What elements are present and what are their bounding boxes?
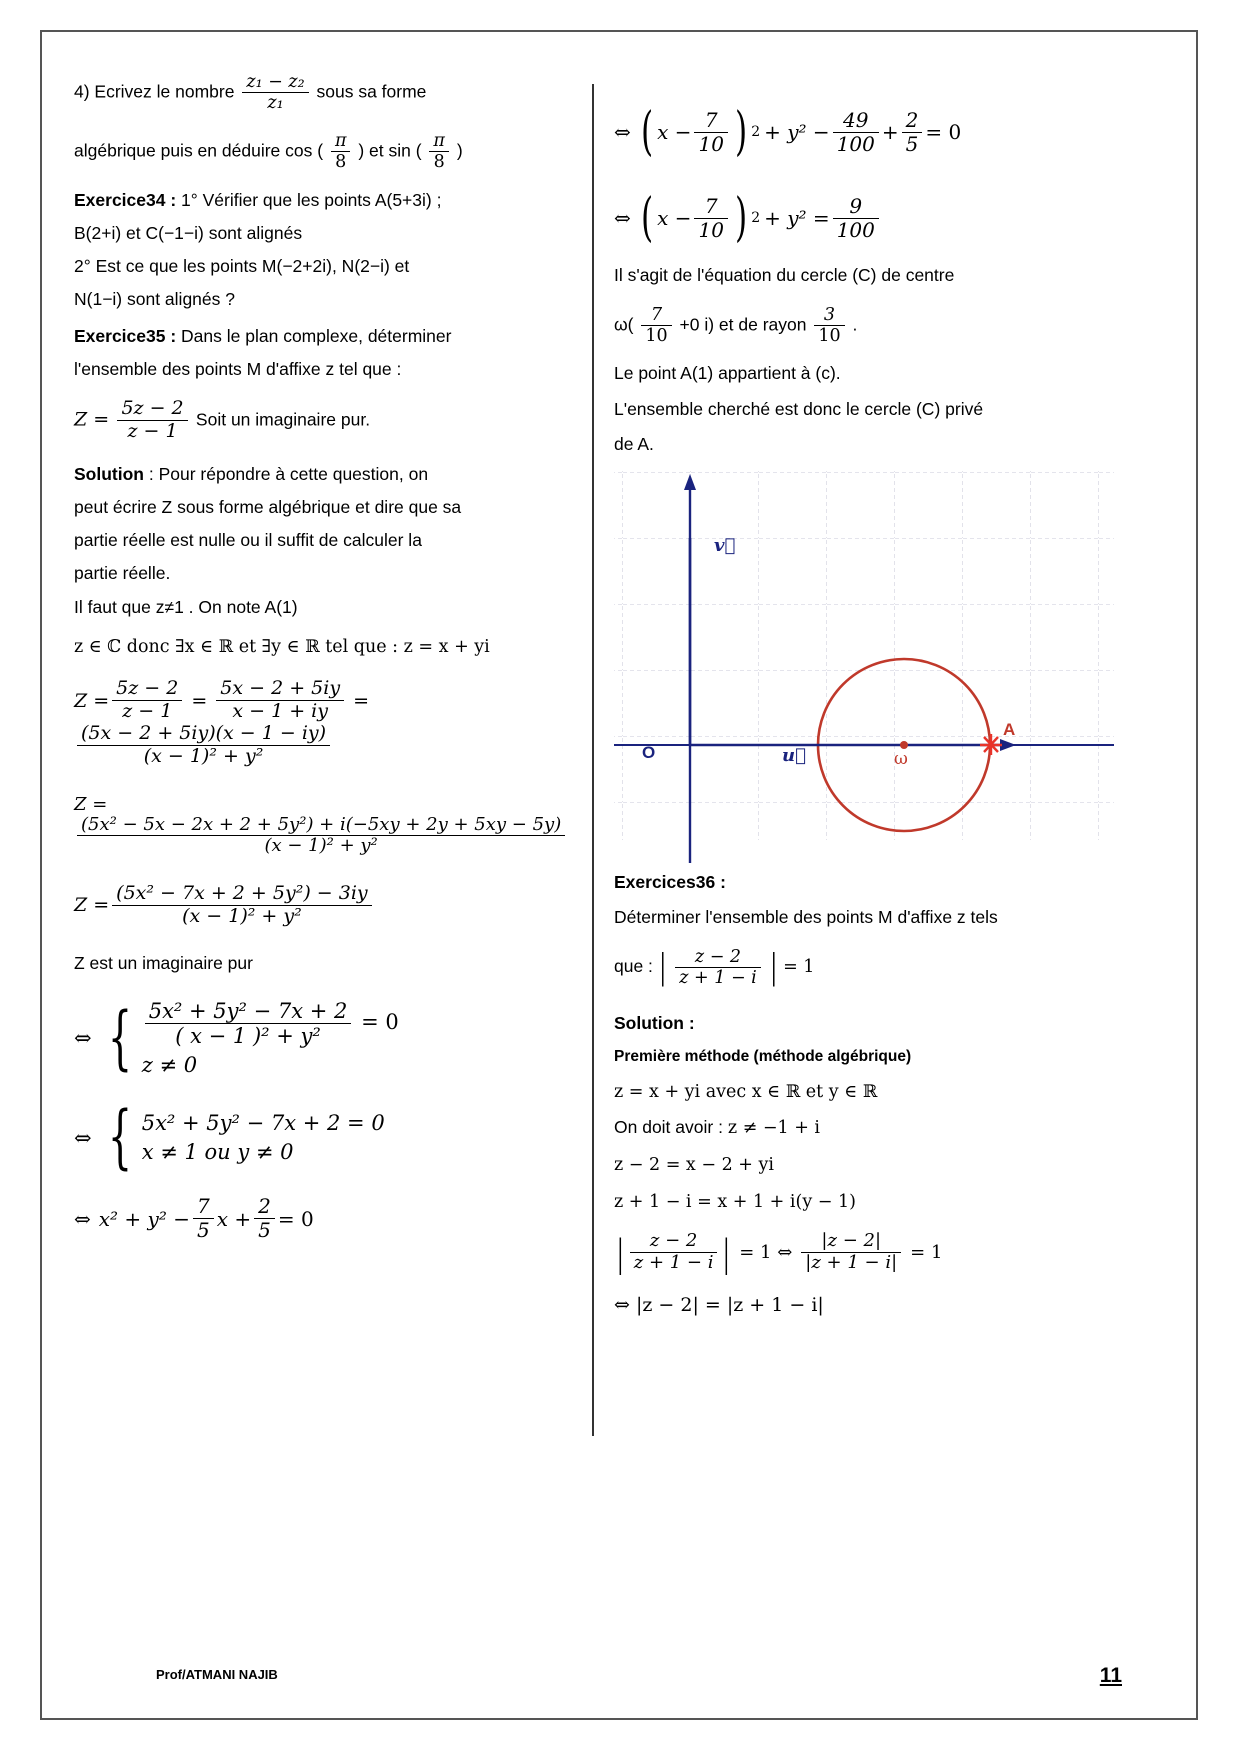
paren-close-icon-2: ) [734, 188, 748, 248]
fraction-a1: $\frac{5z - 2}{z - 1}$ [112, 678, 182, 723]
exercice-36-equation: que : | $\frac{z - 2}{z + 1 - i}$ | = 1 [614, 939, 1124, 996]
abs-bar-icon-3: | [617, 1230, 624, 1275]
fraction-9-100: $\frac{9}{100}$ [833, 195, 879, 242]
system-1: ⇔ { $\frac{\text{5x² + 5y² − 7x + 2}}{\text{( x − 1 )² + y²}}$ = 0 z ≠ 0 [74, 997, 399, 1078]
document-page [40, 30, 1198, 1720]
page-inner [56, 46, 1182, 1704]
brace-icon: { [107, 997, 132, 1078]
question-4-line2: algébrique puis en déduire cos ( $\frac{\pi}{8}$ ) et sin ( $\frac{\pi}{8}$ ) [74, 131, 463, 173]
method-1-line6: ⇔ |z − 2| = |z + 1 − i| [614, 1293, 824, 1316]
final-circle-equation: ⇔ x² + y² − $\frac{7}{5}$ x + $\frac{2}{5}$ = 0 [74, 1194, 314, 1243]
z-pure-imaginary-text: Z est un imaginaire pur [74, 952, 253, 973]
solution-line4: partie réelle. [74, 563, 171, 584]
paren-open-icon: ( [640, 102, 654, 162]
system-2-line1: 5x² + 5y² − 7x + 2 = 0 [141, 1111, 385, 1136]
point-a-belongs: Le point A(1) appartient à (c). [614, 363, 841, 384]
solution-line2: peut écrire Z sous forme algébrique et dire que sa [74, 496, 462, 517]
fraction-z2-z1i: $\frac{z - 2}{z + 1 - i}$ [675, 947, 761, 988]
fraction-2-5: $\frac{2}{5}$ [254, 1195, 275, 1242]
right-solution-label: Solution : [614, 1012, 695, 1033]
left-column [74, 72, 574, 1256]
origin-label: O [642, 742, 656, 762]
fraction-7-10-c: $\frac{7}{10}$ [641, 305, 671, 346]
footer-author: Prof/ATMANI NAJIB [156, 1667, 278, 1682]
exercice-36-heading: Exercices36 : [614, 871, 726, 892]
exercice-34-heading: Exercice34 : 1° Vérifier que les points A(5+3i) ; [74, 189, 442, 210]
two-column-body [74, 72, 1170, 1612]
page-number: 11 [1099, 1664, 1122, 1687]
equation-z-expansion-3: Z = $\frac{\text{(5x² − 7x + 2 + 5y²) − 3iy}}{\text{(x − 1)² + y²}}$ [74, 883, 574, 928]
fraction-a3: $\frac{(5x - 2 + 5iy)(x - 1 - iy)}{\text{(x − 1)² + y²}}$ [77, 723, 330, 768]
equation-z-expansion-2: Z = $\frac{\text{(5x² − 5x − 2x + 2 + 5y²) + i(−5xy + 2y + 5xy − 5y)}}{\text{(x − 1)² + y²}}$ [74, 794, 574, 857]
solution-line5: Il faut que z≠1 . On note A(1) [74, 596, 298, 617]
method-1-line5: | $\frac{z - 2}{z + 1 - i}$ | = 1 ⇔ $\frac{|z - 2|}{|z + 1 - i|}$ = 1 [617, 1230, 943, 1275]
point-a-label: A [1003, 719, 1016, 739]
right-column [614, 72, 1124, 1328]
equation-z-expansion-1: Z = $\frac{5z - 2}{z - 1}$ = $\frac{5x - 2 + 5iy}{x - 1 + iy}$ = $\frac{(5x - 2 + 5iy)(x - 1 - iy)}{\text{(x − 1)² + y²}}$ [74, 677, 369, 767]
fraction-5z-2-over-z-1: $\frac{5z - 2}{z - 1}$ [117, 398, 187, 443]
abs-bar-icon-4: | [723, 1230, 731, 1275]
fraction-m5-2: $\frac{|z - 2|}{|z + 1 - i|}$ [801, 1231, 901, 1273]
exercice-34-line3: 2° Est ce que les points M(−2+2i), N(2−i) et [74, 256, 410, 276]
method-1-line3: z − 2 = x − 2 + yi [614, 1155, 774, 1176]
method-1-line4: z + 1 − i = x + 1 + i(y − 1) [614, 1192, 856, 1213]
exercice-35-heading: Exercice35 : Dans le plan complexe, déterminer [74, 325, 452, 346]
complex-plane-svg [614, 468, 1114, 863]
z-definition: Z = $\frac{5z - 2}{z - 1}$ Soit un imaginaire pur. [74, 397, 371, 442]
conclusion-line2: de A. [614, 433, 654, 454]
method-1-line2: On doit avoir : z ≠ −1 + i [614, 1117, 821, 1139]
paren-open-icon-2: ( [640, 188, 654, 248]
method-1-label: Première méthode (méthode algébrique) [614, 1048, 912, 1066]
method-1-line1: z = x + yi avec x ∈ ℝ et y ∈ ℝ [614, 1082, 878, 1103]
vector-u-label: u⃗ [782, 744, 806, 766]
fraction-pi-8-cos: $\frac{\pi}{8}$ [331, 131, 351, 172]
exercice-34-line4: N(1−i) sont alignés ? [74, 289, 235, 310]
vector-v-label: v⃗ [714, 534, 736, 556]
center-radius-line: ω( $\frac{7}{10}$ +0 i) et de rayon $\frac{3}{10}$ . [614, 305, 858, 347]
fraction-3-10: $\frac{3}{10}$ [814, 305, 844, 346]
fraction-2-5-r: $\frac{2}{5}$ [902, 109, 923, 156]
right-equation-1: ⇔ ( x − $\frac{7}{10}$ ) 2 + y² − $\frac{49}{100}$ + $\frac{2}{5}$ = 0 [614, 102, 962, 162]
fraction-b1: $\frac{\text{(5x² − 5x − 2x + 2 + 5y²) + i(−5xy + 2y + 5xy − 5y)}}{\text{(x − 1)² + y²}}$ [77, 815, 565, 857]
exercice-35-line2: l'ensemble des points M d'affixe z tel que : [74, 358, 402, 379]
omega-label: ω [894, 748, 908, 769]
column-divider [592, 84, 594, 1436]
fraction-m5-1: $\frac{z - 2}{z + 1 - i}$ [630, 1231, 718, 1273]
brace-icon-2: { [107, 1097, 132, 1178]
fraction-7-10-a: $\frac{7}{10}$ [694, 109, 727, 156]
fraction-system-1: $\frac{\text{5x² + 5y² − 7x + 2}}{\text{( x − 1 )² + y²}}$ [145, 999, 352, 1048]
abs-bar-icon: | [660, 946, 665, 987]
fraction-7-5: $\frac{7}{5}$ [193, 1195, 214, 1242]
complex-plane-figure [614, 468, 1114, 863]
circle-statement: Il s'agit de l'équation du cercle (C) de centre [614, 265, 955, 285]
system-2: ⇔ { 5x² + 5y² − 7x + 2 = 0 x ≠ 1 ou y ≠ 0 [74, 1097, 385, 1178]
system-1-line2: z ≠ 0 [141, 1053, 198, 1078]
fraction-pi-8-sin: $\frac{\pi}{8}$ [429, 131, 449, 172]
question-4: 4) Ecrivez le nombre $\frac{\text{z₁ − z₂}}{\text{z₁}}$ sous sa forme [74, 72, 427, 114]
fraction-c1: $\frac{\text{(5x² − 7x + 2 + 5y²) − 3iy}}{\text{(x − 1)² + y²}}$ [112, 883, 371, 928]
abs-bar-icon-2: | [771, 946, 776, 987]
system-2-line2: x ≠ 1 ou y ≠ 0 [141, 1140, 294, 1165]
fraction-49-100: $\frac{49}{100}$ [833, 109, 879, 156]
exercice-34-line2: B(2+i) et C(−1−i) sont alignés [74, 222, 303, 243]
fraction-z1-z2: $\frac{\text{z₁ − z₂}}{\text{z₁}}$ [242, 72, 308, 113]
solution-line3: partie réelle est nulle ou il suffit de calculer la [74, 530, 422, 551]
z-in-c-line: z ∈ ℂ donc ∃x ∈ ℝ et ∃y ∈ ℝ tel que : z = x + yi [74, 636, 490, 657]
fraction-7-10-b: $\frac{7}{10}$ [694, 195, 727, 242]
fraction-a2: $\frac{5x - 2 + 5iy}{x - 1 + iy}$ [216, 678, 344, 723]
solution-paragraph: Solution : Pour répondre à cette question, on [74, 463, 429, 484]
exercice-36-text: Déterminer l'ensemble des points M d'affixe z tels [614, 906, 998, 927]
paren-close-icon: ) [734, 102, 748, 162]
right-equation-2: ⇔ ( x − $\frac{7}{10}$ ) 2 + y² = $\frac{9}{100}$ [614, 188, 1124, 248]
conclusion-line1: L'ensemble cherché est donc le cercle (C) privé [614, 398, 984, 419]
